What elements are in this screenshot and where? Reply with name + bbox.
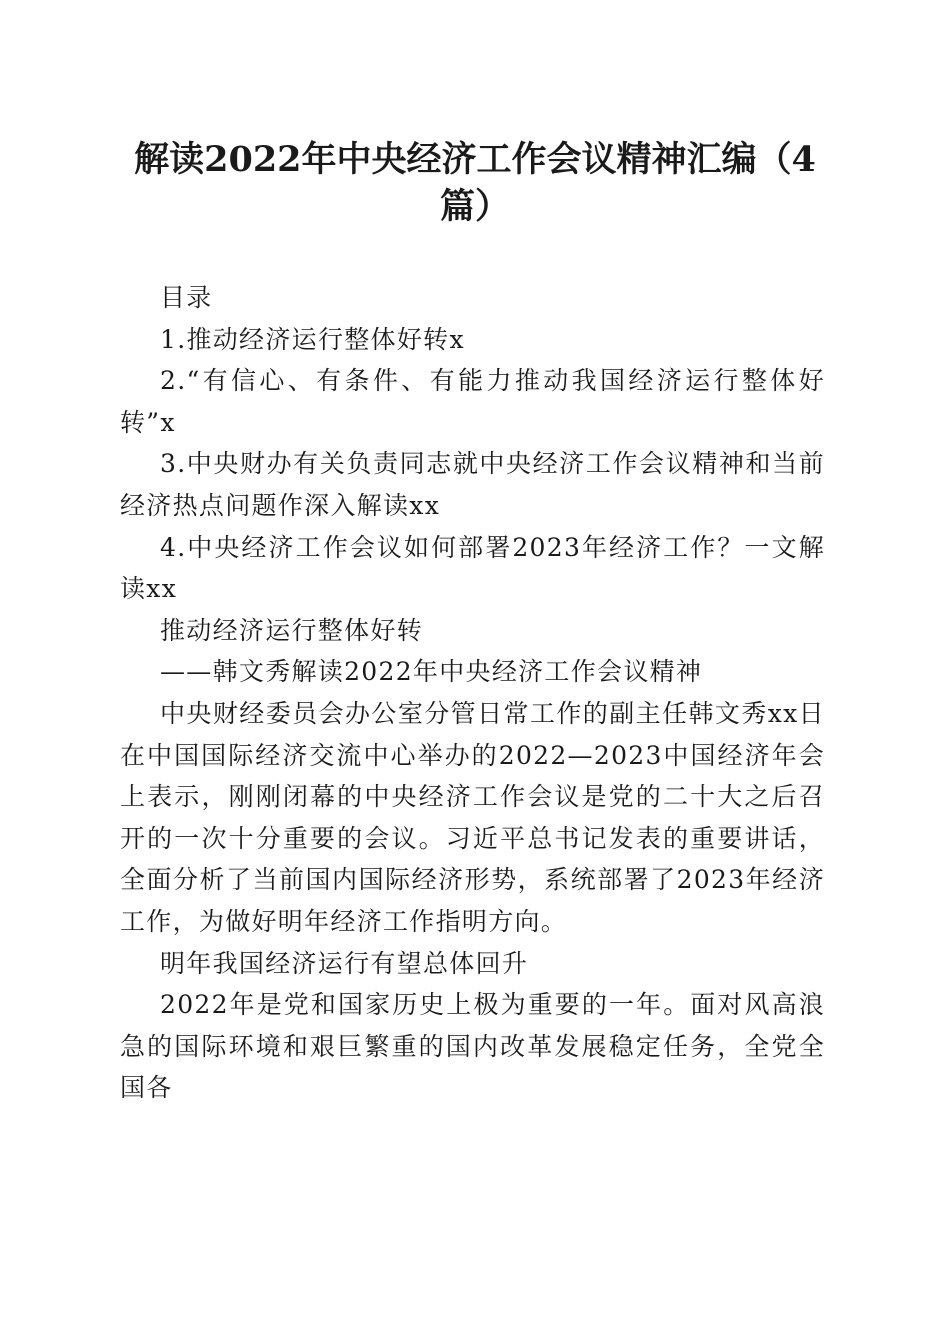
section-heading: 明年我国经济运行有望总体回升 <box>160 948 529 978</box>
toc-heading: 目录 <box>160 283 213 312</box>
article-paragraph: 中央财经委员会办公室分管日常工作的副主任韩文秀xx日在中国国际经济交流中心举办的2022—2023中国经济年会上表示，刚刚闭幕的中央经济工作会议是党的二十大之后召开的一次十分重要的会议。习近平总书记发表的重要讲话，全面分析了当前国内国际经济形势，系统部署了2023年经济工作，为做好明年经济工作指明方向。 <box>120 698 825 936</box>
document-body <box>120 277 825 1109</box>
article-subtitle: ——韩文秀解读2022年中央经济工作会议精神 <box>160 657 703 687</box>
toc-item-4: 4.中央经济工作会议如何部署2023年经济工作？一文解读xx <box>120 532 825 604</box>
article-title: 推动经济运行整体好转 <box>160 615 424 645</box>
article-paragraph: 2022年是党和国家历史上极为重要的一年。面对风高浪急的国际环境和艰巨繁重的国内改革发展稳定任务，全党全国各 <box>120 990 825 1103</box>
toc-item-3: 3.中央财办有关负责同志就中央经济工作会议精神和当前经济热点问题作深入解读xx <box>120 449 825 520</box>
toc-item-2: 2.“有信心、有条件、有能力推动我国经济运行整体好转”x <box>120 366 825 437</box>
document-title: 解读2022年中央经济工作会议精神汇编（4篇） <box>134 139 816 227</box>
toc-item-1: 1.推动经济运行整体好转x <box>160 324 465 354</box>
